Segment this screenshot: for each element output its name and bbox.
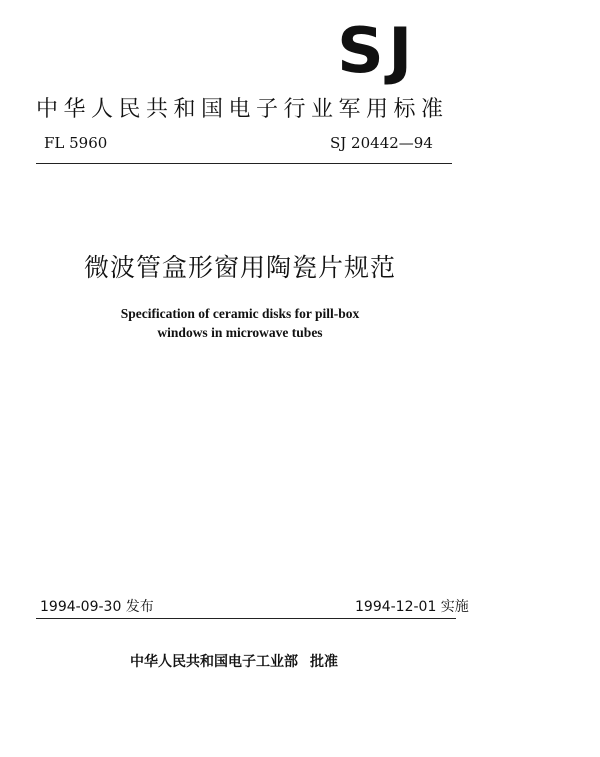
fl-code: FL 5960 [44, 134, 108, 152]
issue-date: 1994-09-30 发布 [40, 599, 154, 615]
approve-label: 批准 [310, 654, 338, 670]
title-english-line-2: windows in microwave tubes [157, 325, 323, 340]
header-divider [36, 163, 452, 164]
approver-org: 中华人民共和国电子工业部 [130, 654, 298, 670]
footer-divider [36, 618, 456, 619]
standard-category: 中华人民共和国电子行业军用标准 [36, 97, 449, 122]
title-chinese: 微波管盒形窗用陶瓷片规范 [84, 253, 397, 282]
standard-number: SJ 20442—94 [330, 134, 433, 152]
sj-logo: SJ [337, 14, 417, 87]
implementation-date: 1994-12-01 实施 [355, 599, 469, 615]
title-english-line-1: Specification of ceramic disks for pill-box [120, 306, 360, 321]
title-english [90, 304, 390, 342]
approving-authority [130, 651, 338, 671]
